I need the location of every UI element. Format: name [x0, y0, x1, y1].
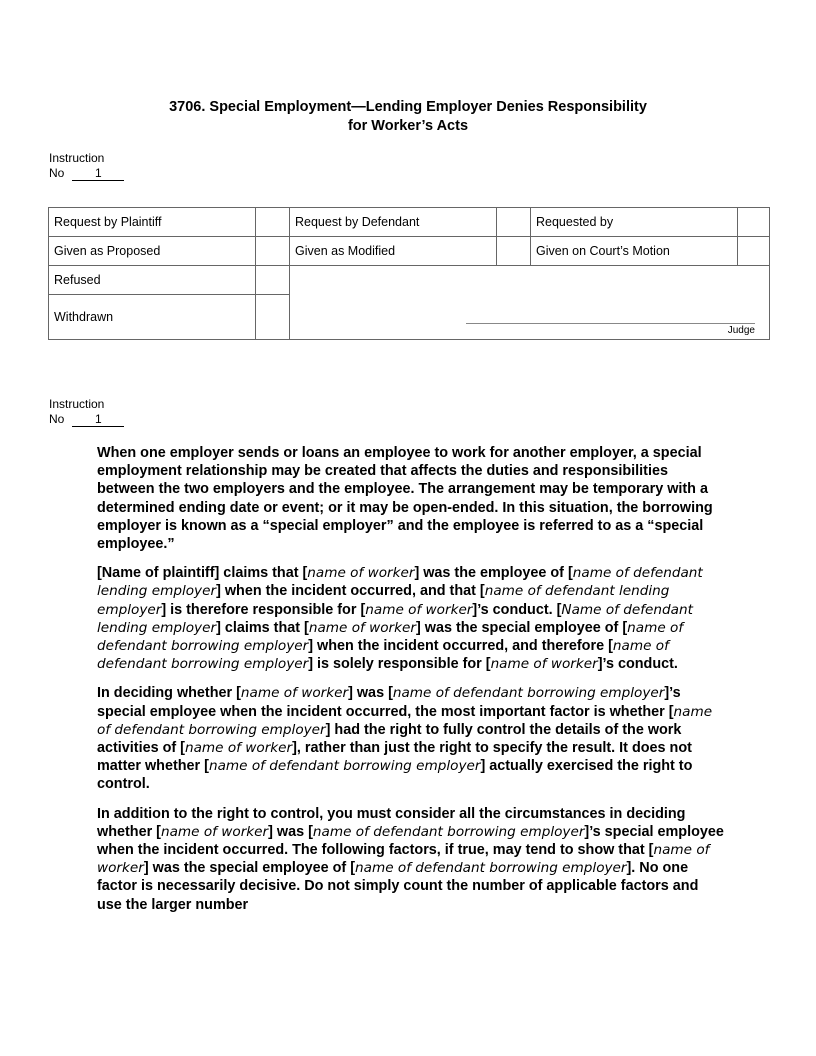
- refused-label: Refused: [49, 266, 256, 295]
- placeholder-borrowing-employer: name of defendant borrowing employer: [97, 703, 713, 738]
- instruction-title: [0, 98, 816, 136]
- placeholder-name-of-worker: name of worker: [160, 823, 269, 840]
- text-segment: ] was the special employee of [: [143, 860, 355, 877]
- text-segment: ]’s special employee when the incident occurred. The following factors, if true, may tend to show that [: [97, 823, 724, 859]
- title-line-2: for Worker’s Acts: [347, 118, 469, 134]
- judge-label: Judge: [727, 325, 755, 336]
- text-segment: ]’s conduct.: [597, 656, 678, 673]
- text-segment: ]. No one factor is necessarily decisive. Do not simply count the number of applicable factors and use the larger number: [97, 860, 699, 913]
- instruction-no-row: [49, 166, 124, 181]
- given-as-proposed-checkbox[interactable]: [256, 237, 290, 266]
- placeholder-name-of-worker: name of worker: [184, 740, 293, 757]
- request-by-plaintiff-checkbox[interactable]: [256, 208, 290, 237]
- instruction-number-top: [49, 151, 124, 181]
- placeholder-lending-employer: name of defendant lending employer: [97, 583, 670, 618]
- instruction-no-value: 1: [72, 413, 124, 427]
- text-segment: ] when the incident occurred, and therefore [: [308, 638, 613, 655]
- text-segment: ] actually exercised the right to control.: [97, 758, 693, 793]
- text-segment: ] was the special employee of [: [415, 619, 628, 636]
- withdrawn-label: Withdrawn: [49, 295, 256, 340]
- text-segment: ] had the right to fully control the details of the work activities of [: [97, 721, 682, 757]
- placeholder-borrowing-employer: name of defendant borrowing employer: [97, 619, 684, 655]
- text-segment: ], rather than just the right to specify the result. It does not matter whether [: [97, 740, 692, 775]
- request-by-plaintiff-label: Request by Plaintiff: [49, 208, 256, 237]
- text-segment: In addition to the right to control, you must consider all the circumstances in deciding whether [: [97, 805, 686, 840]
- paragraph-3: [97, 684, 727, 793]
- title-line-1: 3706. Special Employment—Lending Employer Denies Responsibility: [169, 99, 647, 115]
- text-segment: ] claims that [: [216, 619, 309, 636]
- text-segment: ] is therefore responsible for [: [161, 601, 366, 618]
- given-as-modified-label: Given as Modified: [290, 237, 497, 266]
- judge-signature-line[interactable]: [466, 323, 755, 324]
- refused-checkbox[interactable]: [256, 266, 290, 295]
- placeholder-name-of-worker: name of worker: [307, 565, 415, 582]
- text-segment: ] was [: [268, 823, 313, 840]
- text-segment: ] was the employee of [: [414, 565, 573, 582]
- paragraph-2: [97, 564, 727, 673]
- placeholder-name-of-worker: name of worker: [365, 601, 473, 618]
- request-by-defendant-checkbox[interactable]: [497, 208, 531, 237]
- text-segment: ] when the incident occurred, and that [: [216, 583, 485, 600]
- text-segment: ] is solely responsible for [: [308, 656, 491, 673]
- instruction-no-label: No: [49, 166, 65, 180]
- placeholder-name-of-worker: name of worker: [240, 685, 349, 702]
- request-by-defendant-label: Request by Defendant: [290, 208, 497, 237]
- given-on-courts-motion-checkbox[interactable]: [738, 237, 770, 266]
- text-segment: ] was [: [348, 685, 393, 702]
- placeholder-borrowing-employer: name of defendant borrowing employer: [392, 685, 665, 702]
- placeholder-borrowing-employer: name of defendant borrowing employer: [97, 638, 669, 673]
- placeholder-name-of-worker: name of worker: [97, 842, 710, 877]
- instruction-body: [97, 444, 727, 925]
- text-segment: ]’s special employee when the incident occurred, the most important factor is whether [: [97, 685, 681, 720]
- instruction-label: Instruction: [49, 397, 105, 411]
- text-segment: ]’s conduct. [: [472, 601, 562, 618]
- instruction-no-value: 1: [72, 167, 124, 181]
- given-as-modified-checkbox[interactable]: [497, 237, 531, 266]
- placeholder-lending-employer: name of defendant lending employer: [97, 565, 703, 600]
- requested-by-checkbox[interactable]: [738, 208, 770, 237]
- placeholder-name-of-worker: name of worker: [308, 619, 416, 636]
- instruction-number-bottom: [49, 397, 124, 427]
- request-table: [48, 207, 770, 340]
- text-segment: [Name of plaintiff] claims that [: [97, 565, 308, 582]
- placeholder-name-of-worker: name of worker: [490, 656, 598, 673]
- instruction-no-label: No: [49, 412, 65, 426]
- given-as-proposed-label: Given as Proposed: [49, 237, 256, 266]
- instruction-label: Instruction: [49, 151, 105, 165]
- given-on-courts-motion-label: Given on Court’s Motion: [531, 237, 738, 266]
- instruction-no-row: [49, 412, 124, 427]
- paragraph-4: [97, 805, 727, 914]
- placeholder-borrowing-employer: name of defendant borrowing employer: [312, 823, 585, 840]
- placeholder-borrowing-employer: name of defendant borrowing employer: [355, 860, 627, 877]
- placeholder-borrowing-employer: name of defendant borrowing employer: [208, 758, 481, 775]
- text-segment: In deciding whether [: [97, 685, 241, 702]
- requested-by-label: Requested by: [531, 208, 738, 237]
- placeholder-lending-employer: Name of defendant lending employer: [97, 601, 693, 636]
- judge-signature-area: [290, 266, 770, 340]
- withdrawn-checkbox[interactable]: [256, 295, 290, 340]
- paragraph-1: When one employer sends or loans an employee to work for another employer, a special employment relationship may be created that affects the duties and responsibilities between the two employers and the employee. The arrangement may be temporary with a determined ending date or event; or it may be open-ended. In this situation, the borrowing employer is known as a “special employer” and the employee is referred to as a “special employee.”: [97, 445, 713, 553]
